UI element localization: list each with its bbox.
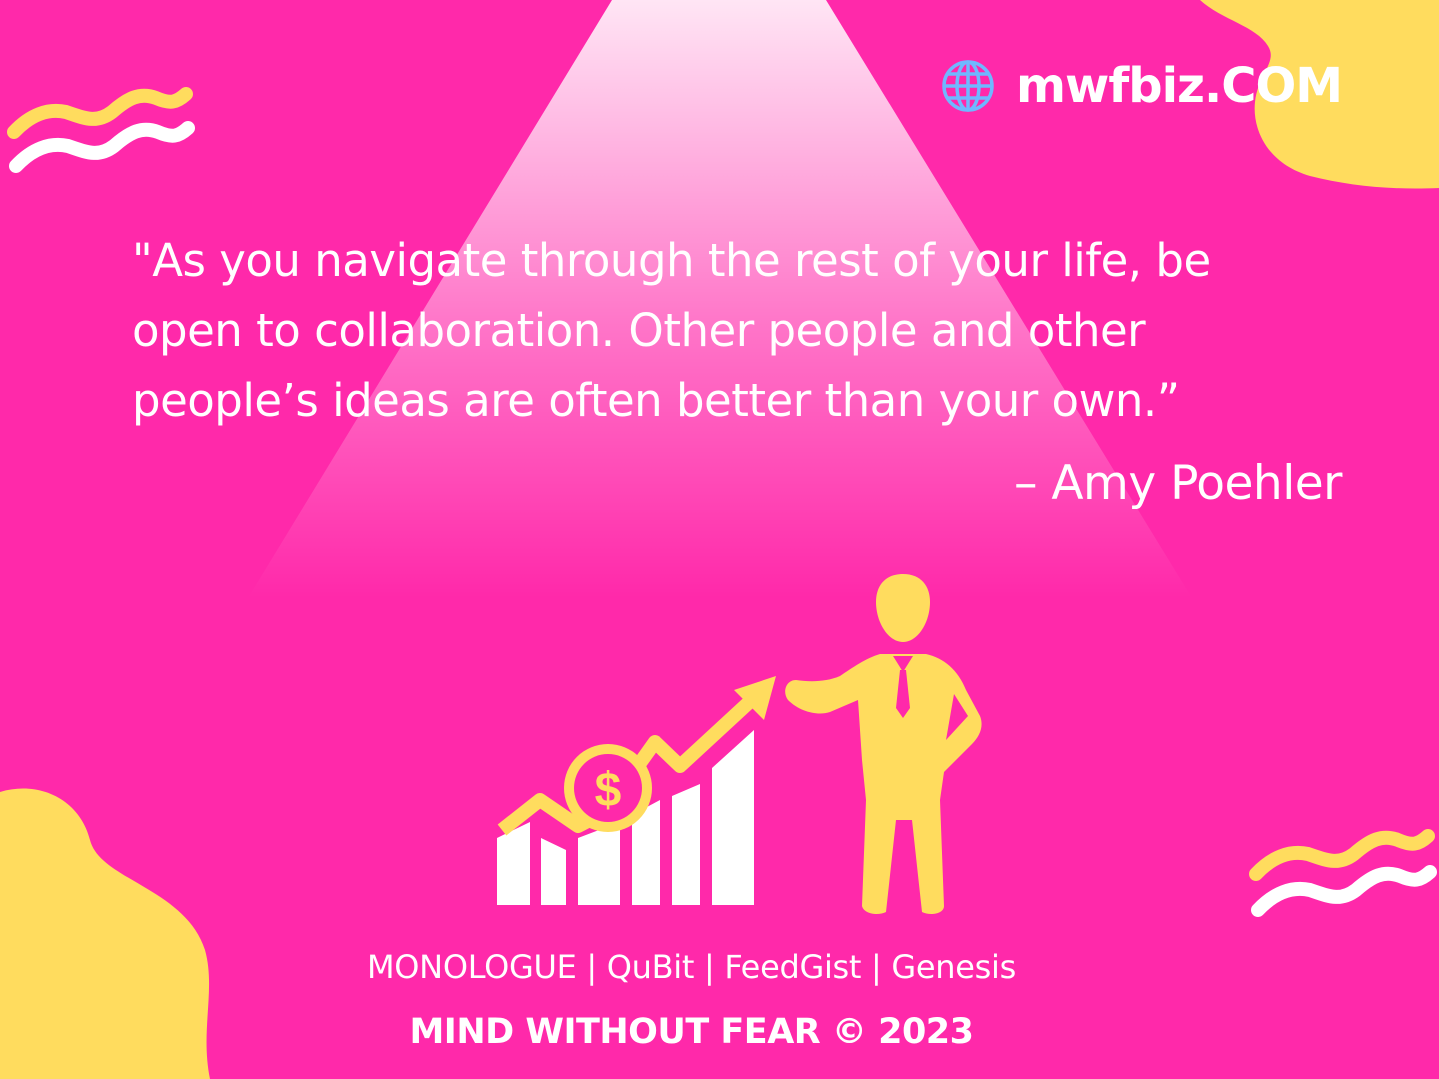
brand-list: MONOLOGUE | QuBit | FeedGist | Genesis: [366, 948, 1016, 986]
website-url[interactable]: mwfbiz.COM: [1016, 58, 1343, 114]
businessman-icon: [785, 574, 981, 914]
dollar-coin-icon: [564, 744, 652, 832]
copyright-notice: MIND WITHOUT FEAR © 2023: [409, 1012, 974, 1052]
quote-line: open to collaboration. Other people and other: [132, 304, 1146, 357]
quote-line: "As you navigate through the rest of your life, be: [132, 234, 1211, 287]
quote-author: – Amy Poehler: [1013, 456, 1342, 511]
quote-line: people’s ideas are often better than your own.”: [132, 374, 1180, 427]
currency-symbol: $: [594, 764, 622, 817]
